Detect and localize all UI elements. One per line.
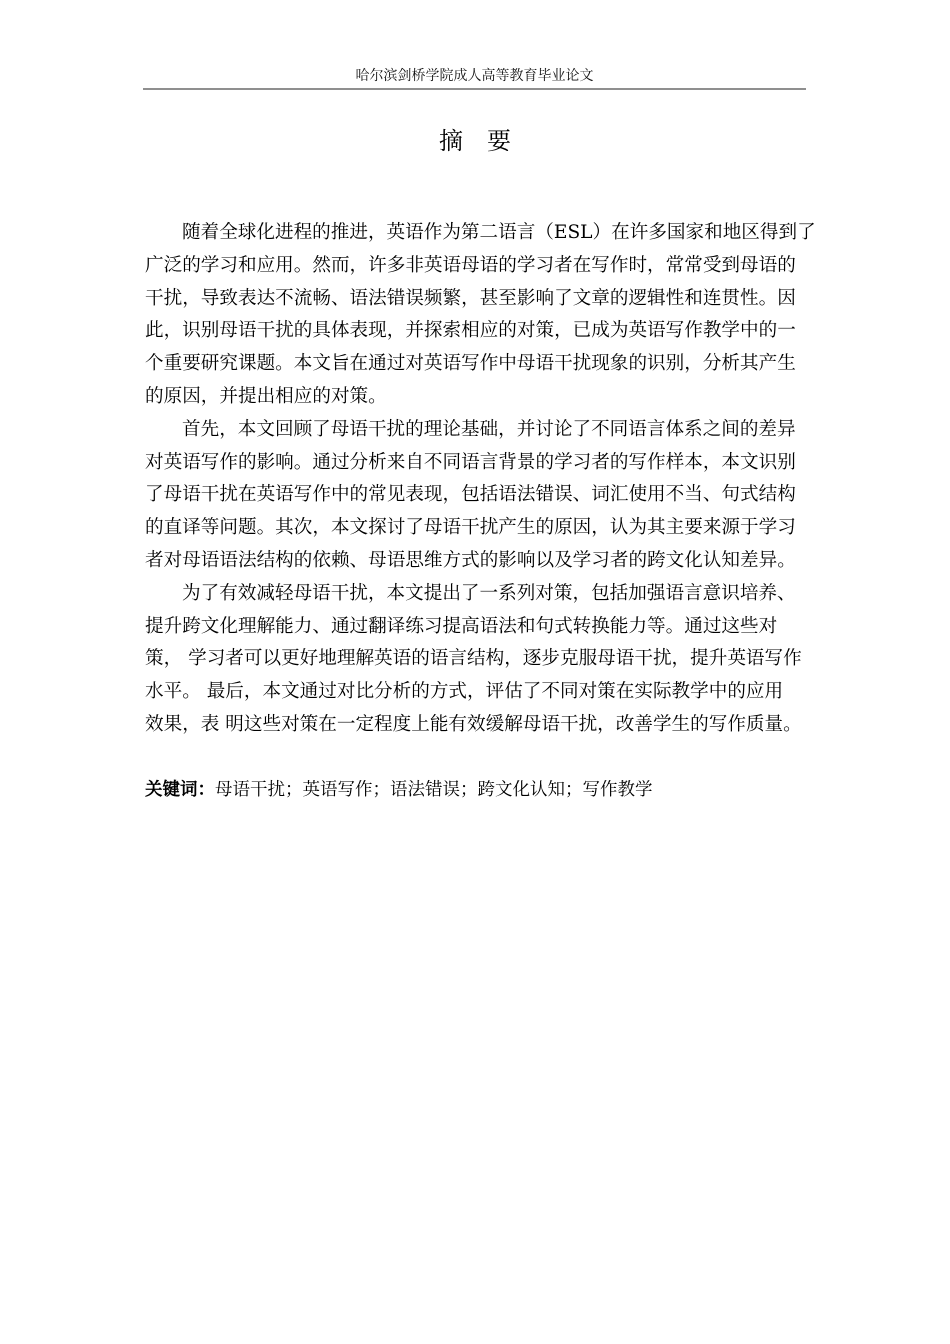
paragraph-1-line-1: 随着全球化进程的推进，英语作为第二语言（ESL）在许多国家和地区得到了 <box>182 222 816 243</box>
page-title <box>0 126 950 156</box>
paragraph-2-line-2: 对英语写作的影响。通过分析来自不同语言背景的学习者的写作样本，本文识别 <box>145 451 796 473</box>
header-rule <box>143 88 806 90</box>
page-header <box>143 66 806 86</box>
paragraph-2-line-3: 了母语干扰在英语写作中的常见表现，包括语法错误、词汇使用不当、句式结构 <box>145 484 796 506</box>
paragraph-3-line-1: 为了有效减轻母语干扰，本文提出了一系列对策，包括加强语言意识培养、 <box>182 582 796 604</box>
header-text: 哈尔滨剑桥学院成人高等教育毕业论文 <box>355 68 594 84</box>
paragraph-2-line-1: 首先，本文回顾了母语干扰的理论基础，并讨论了不同语言体系之间的差异 <box>182 418 796 440</box>
title-char-2: 要 <box>487 127 511 155</box>
abstract-body <box>145 217 825 742</box>
paragraph-2-line-4: 的直译等问题。其次，本文探讨了母语干扰产生的原因，认为其主要来源于学习 <box>145 517 796 539</box>
keywords-line <box>145 776 653 804</box>
paragraph-1-line-5: 个重要研究课题。本文旨在通过对英语写作中母语干扰现象的识别，分析其产生 <box>145 353 796 375</box>
paragraph-3-line-4: 水平。 最后，本文通过对比分析的方式，评估了不同对策在实际教学中的应用 <box>145 681 784 703</box>
paragraph-2-line-5: 者对母语语法结构的依赖、母语思维方式的影响以及学习者的跨文化认知差异。 <box>145 549 796 571</box>
paragraph-1-line-3: 干扰，导致表达不流畅、语法错误频繁，甚至影响了文章的逻辑性和连贯性。因 <box>145 287 796 309</box>
keywords-label: 关键词： <box>145 780 215 800</box>
keywords-list: 母语干扰；英语写作；语法错误；跨文化认知；写作教学 <box>215 780 653 800</box>
paragraph-3-line-3: 策， 学习者可以更好地理解英语的语言结构，逐步克服母语干扰，提升英语写作 <box>145 648 802 670</box>
paragraph-1-line-4: 此，识别母语干扰的具体表现，并探索相应的对策，已成为英语写作教学中的一 <box>145 320 796 342</box>
title-char-1: 摘 <box>439 127 463 155</box>
paragraph-1-line-6: 的原因，并提出相应的对策。 <box>145 385 387 407</box>
paragraph-1-line-2: 广泛的学习和应用。然而，许多非英语母语的学习者在写作时，常常受到母语的 <box>145 254 796 276</box>
paragraph-3-line-2: 提升跨文化理解能力、通过翻译练习提高语法和句式转换能力等。通过这些对 <box>145 615 778 637</box>
paragraph-3-line-5: 效果，表 明这些对策在一定程度上能有效缓解母语干扰，改善学生的写作质量。 <box>145 713 802 735</box>
